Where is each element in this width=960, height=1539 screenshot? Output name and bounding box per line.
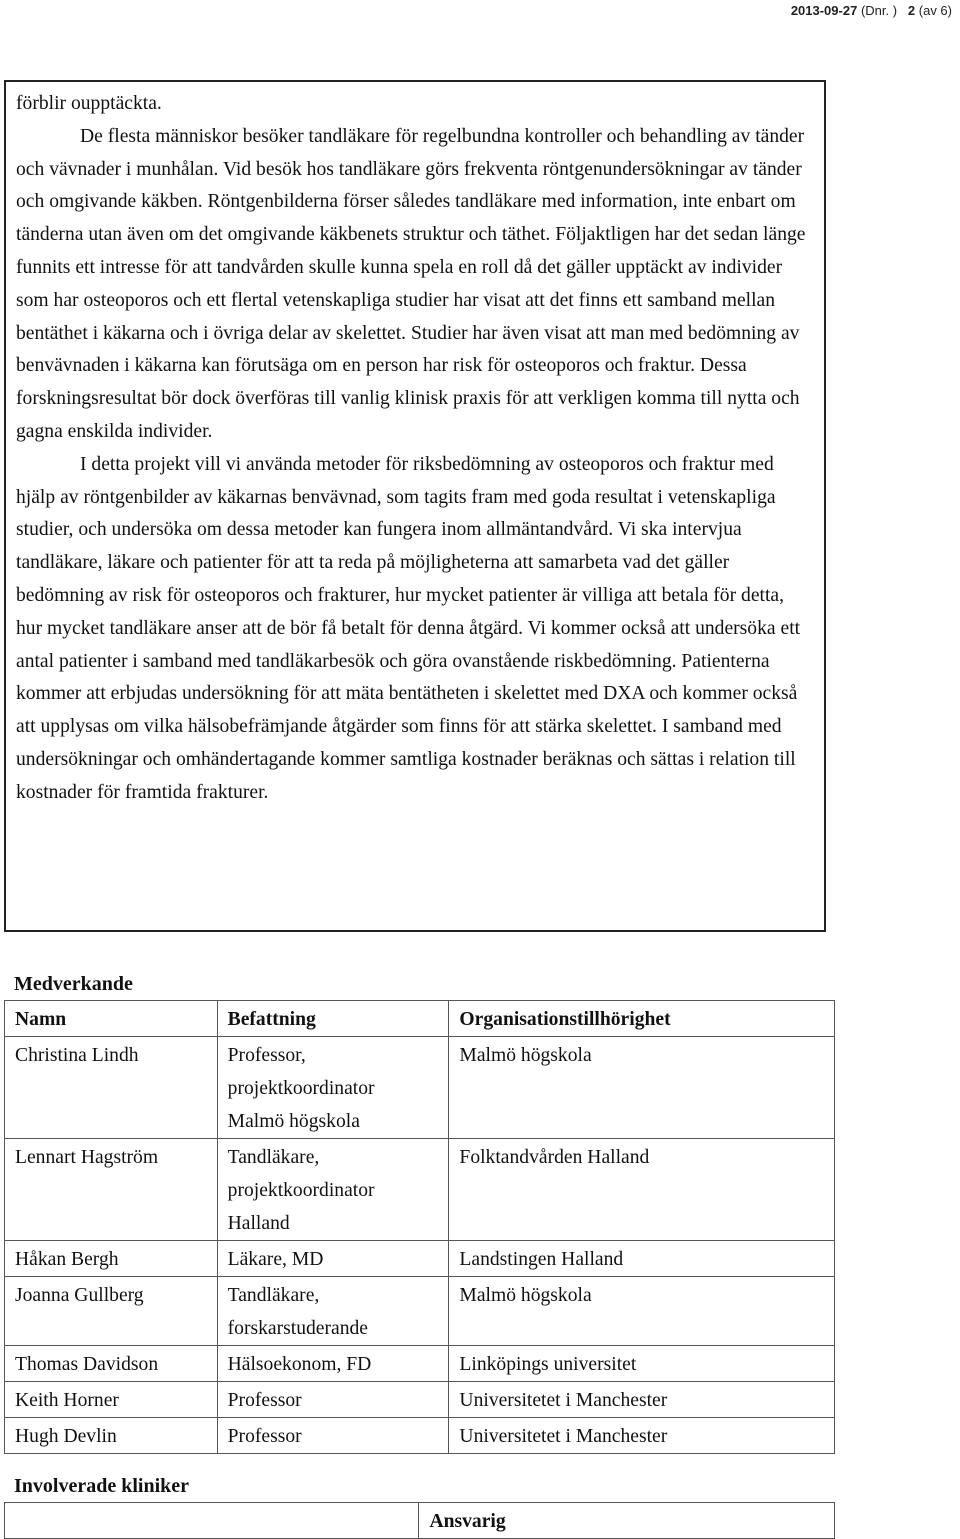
cell-name: Joanna Gullberg [5,1277,218,1346]
cell-name: Thomas Davidson [5,1346,218,1382]
cell-title: Hälsoekonom, FD [217,1346,449,1382]
header-ansvarig: Ansvarig [419,1503,835,1539]
medverkande-table [4,1000,835,1454]
header-date: 2013-09-27 [790,3,858,18]
paragraph-background: De flesta människor besöker tandläkare för regelbundna kontroller och behandling av tänder och vävnader i munhålan. Vid besök hos tandläkare görs frekventa röntgenundersökningar av tänder och omgivande käkben. Röntgenbilderna förser således tandläkare med information, inte enbart om tänderna utan även om det omgivande käkbenets struktur och täthet. Följaktligen har det sedan länge funnits ett intresse för att tandvården skulle kunna spela en roll då det gäller upptäckt av individer som har osteoporos och ett flertal vetenskapliga studier har visat att det finns ett samband mellan bentäthet i käkarna och i övriga delar av skelettet. Studier har även visat att man med bedömning av benvävnaden i käkarna kan förutsäga om en person har risk för osteoporos och fraktur. Dessa forskningsresultat bör dock överföras till vanlig klinisk praxis för att verkligen komma till nytta och gagna enskilda individer. [16,125,806,442]
table-row [5,1139,835,1241]
table-row [5,1382,835,1418]
page-header [791,0,952,22]
medverkande-heading: Medverkande [14,973,133,995]
header-befattning: Befattning [217,1001,449,1037]
summary-textbox [4,80,826,932]
cell-organization: Landstingen Halland [449,1241,835,1277]
cell-organization: Linköpings universitet [449,1346,835,1382]
table-row [5,1241,835,1277]
cell-organization: Universitetet i Manchester [449,1382,835,1418]
cell-name: Lennart Hagström [5,1139,218,1241]
cell-title: Professor [217,1382,449,1418]
cell-title: Läkare, MD [217,1241,449,1277]
cell-organization: Folktandvården Halland [449,1139,835,1241]
cell-name: Christina Lindh [5,1037,218,1139]
header-dnr: (Dnr. ) [860,3,898,18]
table-row [5,1346,835,1382]
involverade-heading: Involverade kliniker [14,1475,190,1497]
header-page-number: 2 [907,3,916,18]
cell-title: Professor, projektkoordinator Malmö högskola [217,1037,449,1139]
cell-name: Keith Horner [5,1382,218,1418]
involverade-table [4,1502,835,1539]
cell-title: Tandläkare, forskarstuderande [217,1277,449,1346]
cell-title: Professor [217,1418,449,1454]
header-namn: Namn [5,1001,218,1037]
cell-name: Hugh Devlin [5,1418,218,1454]
table-row [5,1277,835,1346]
paragraph-project: I detta projekt vill vi använda metoder för riksbedömning av osteoporos och fraktur med hjälp av röntgenbilder av käkarnas benvävnad, som tagits fram med goda resultat i vetenskapliga studier, och undersöka om dessa metoder kan fungera inom allmäntandvård. Vi ska intervjua tandläkare, läkare och patienter för att ta reda på möjligheterna att samarbeta vad det gäller bedömning av risk för osteoporos och frakturer, hur mycket patienter är villiga att betala för detta, hur mycket tandläkare anser att de bör få betalt för denna åtgärd. Vi kommer också att undersöka ett antal patienter i samband med tandläkarbesök och göra ovanstående riskbedömning. Patienterna kommer att erbjudas undersökning för att mäta bentätheten i skelettet med DXA och kommer också att upplysas om vilka hälsobefrämjande åtgärder som finns för att stärka skelettet. I samband med undersökningar och omhändertagande kommer samtliga kostnader beräknas och sättas i relation till kostnader för framtida frakturer. [16,453,801,803]
table-header-row [5,1001,835,1037]
table-row [5,1418,835,1454]
cell-title: Tandläkare, projektkoordinator Halland [217,1139,449,1241]
cell-organization: Malmö högskola [449,1037,835,1139]
table-header-row [5,1503,835,1539]
table-row [5,1037,835,1139]
cell-organization: Malmö högskola [449,1277,835,1346]
cell-name: Håkan Bergh [5,1241,218,1277]
header-klinik [5,1503,419,1539]
cell-organization: Universitetet i Manchester [449,1418,835,1454]
header-page-total: (av 6) [918,3,952,18]
paragraph-intro: förblir oupptäckta. [16,93,162,114]
header-organisation: Organisationstillhörighet [449,1001,835,1037]
